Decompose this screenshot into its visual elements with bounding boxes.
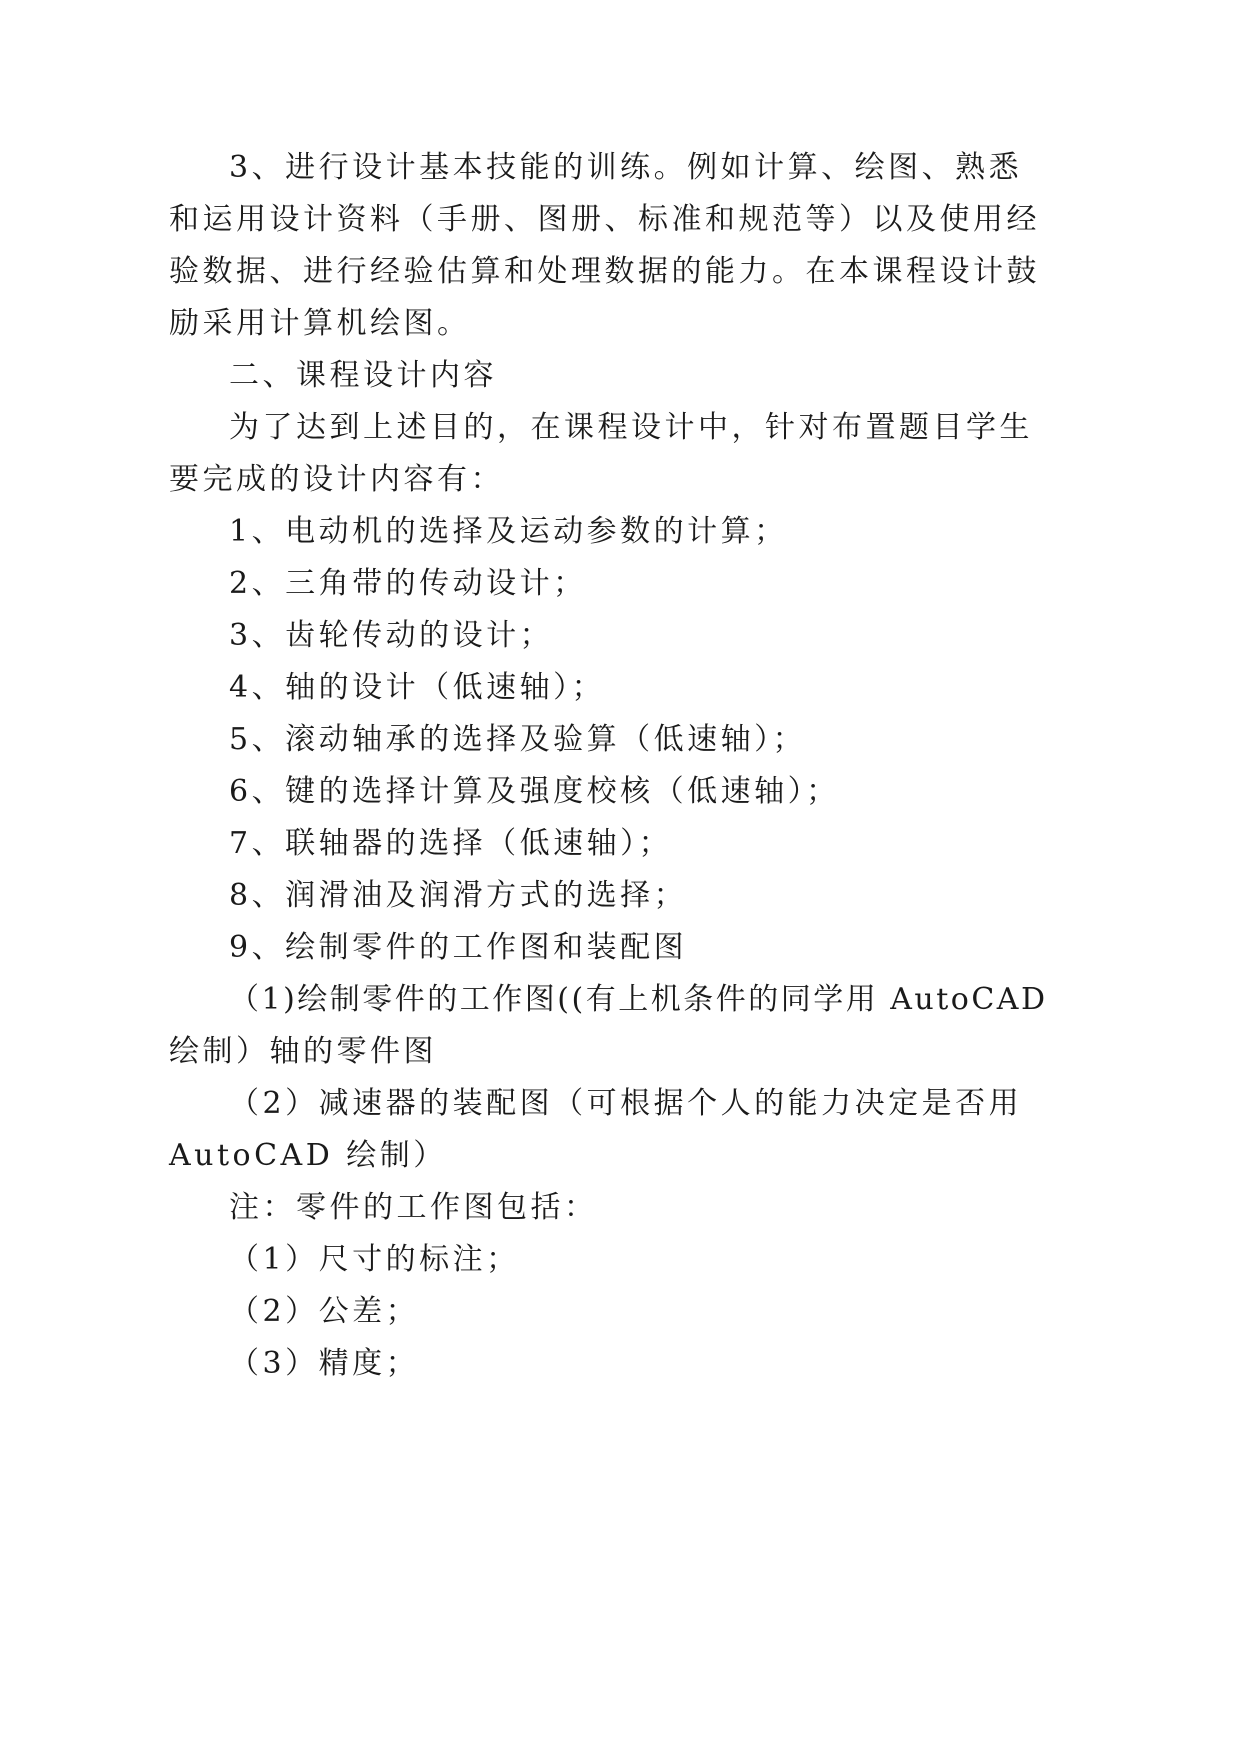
list-item: 2、三角带的传动设计；	[229, 566, 587, 601]
list-item: 6、键的选择计算及强度校核（低速轴）；	[229, 774, 840, 809]
intro-line-1: 为了达到上述目的，在课程设计中，针对布置题目学生	[229, 410, 1033, 445]
sub-item-2-line-2: AutoCAD 绘制）	[169, 1138, 447, 1173]
paragraph-3-line-4: 励采用计算机绘图。	[169, 306, 471, 341]
paragraph-3-line-3: 验数据、进行经验估算和处理数据的能力。在本课程设计鼓	[169, 254, 1040, 289]
list-item: 7、联轴器的选择（低速轴）；	[229, 826, 673, 861]
list-item: 3、齿轮传动的设计；	[229, 618, 554, 653]
list-item: 8、润滑油及润滑方式的选择；	[229, 878, 688, 913]
note-item: （2）公差；	[229, 1294, 420, 1329]
sub-item-2-line-1: （2）减速器的装配图（可根据个人的能力决定是否用	[229, 1086, 1023, 1121]
intro-line-2: 要完成的设计内容有：	[169, 462, 504, 497]
note-item: （3）精度；	[229, 1346, 420, 1381]
list-item: 5、滚动轴承的选择及验算（低速轴）；	[229, 722, 807, 757]
list-item: 4、轴的设计（低速轴）；	[229, 670, 606, 705]
list-item: 1、电动机的选择及运动参数的计算；	[229, 514, 788, 549]
paragraph-3-line-2: 和运用设计资料（手册、图册、标准和规范等）以及使用经	[169, 202, 1040, 237]
note-heading: 注：零件的工作图包括：	[229, 1190, 598, 1225]
note-item: （1）尺寸的标注；	[229, 1242, 520, 1277]
list-item: 9、绘制零件的工作图和装配图	[229, 930, 688, 965]
sub-item-1-line-1: （1)绘制零件的工作图((有上机条件的同学用 AutoCAD	[229, 982, 1048, 1017]
section-heading: 二、课程设计内容	[229, 358, 497, 393]
sub-item-1-line-2: 绘制）轴的零件图	[169, 1034, 437, 1069]
paragraph-3-line-1: 3、进行设计基本技能的训练。例如计算、绘图、熟悉	[229, 150, 1023, 185]
